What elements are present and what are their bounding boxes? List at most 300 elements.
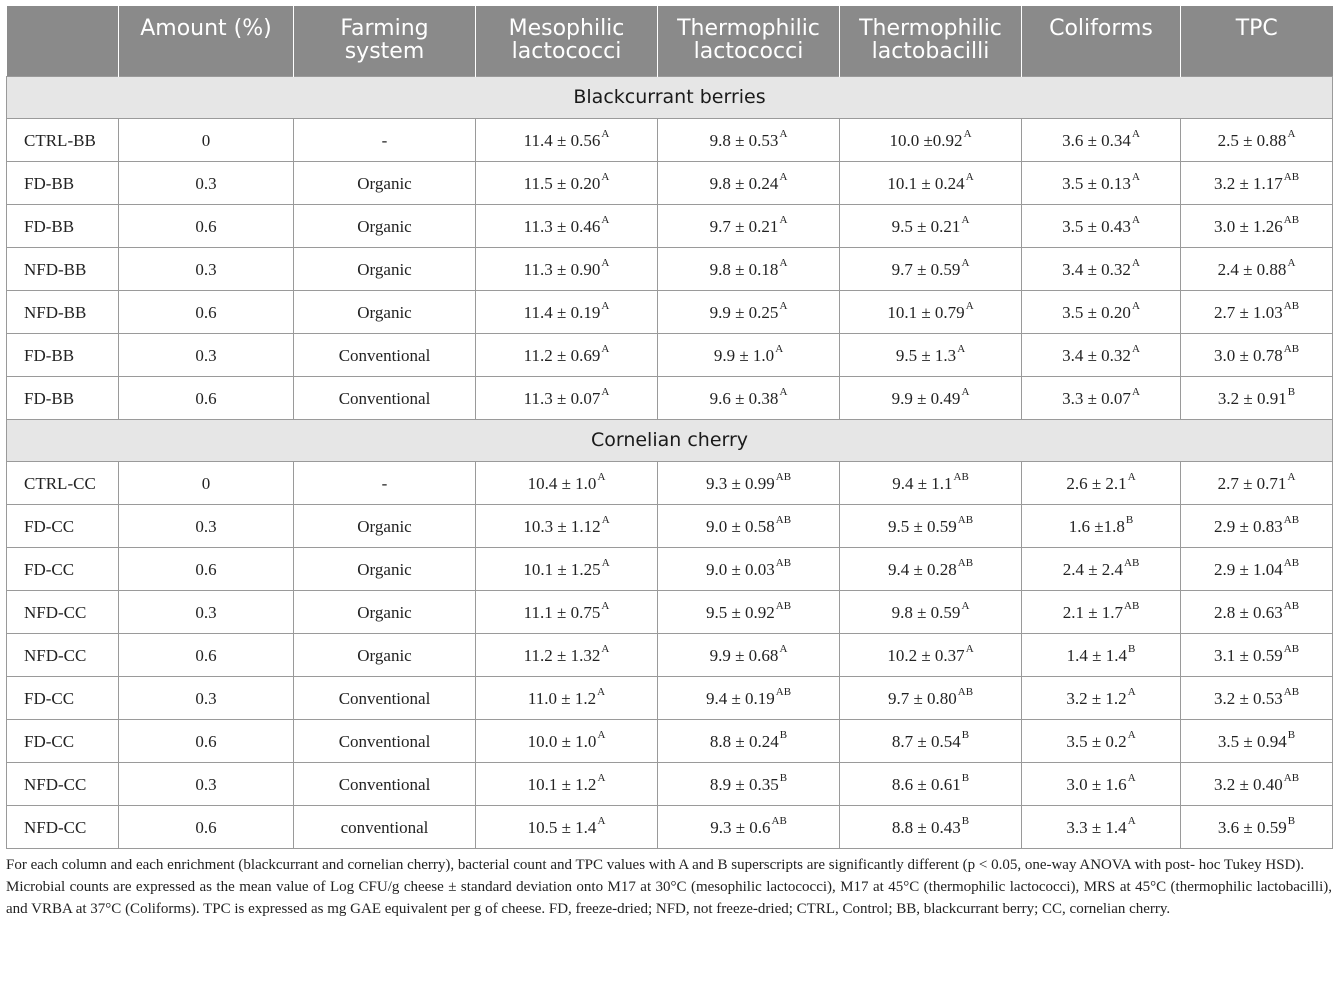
thermophilic-lactobacilli-cell bbox=[840, 290, 1022, 333]
coliforms-cell bbox=[1022, 290, 1181, 333]
significance-superscript: A bbox=[965, 171, 974, 183]
significance-superscript: AB bbox=[1283, 643, 1300, 655]
coliforms-cell bbox=[1022, 161, 1181, 204]
value: 9.3 ± 0.99 bbox=[705, 474, 775, 493]
value: 3.3 ± 1.4 bbox=[1066, 818, 1127, 837]
significance-superscript: A bbox=[1131, 386, 1140, 398]
coliforms-cell bbox=[1022, 204, 1181, 247]
thermophilic-lactobacilli-cell bbox=[840, 333, 1022, 376]
thermophilic-lactococci-cell bbox=[658, 118, 840, 161]
table-row bbox=[7, 461, 1333, 504]
thermophilic-lactococci-cell bbox=[658, 376, 840, 419]
amount-cell: 0.6 bbox=[119, 805, 294, 848]
farming-system-cell: Organic bbox=[294, 204, 476, 247]
mesophilic-lactococci-cell bbox=[476, 590, 658, 633]
value: 3.5 ± 0.43 bbox=[1062, 217, 1131, 236]
mesophilic-lactococci-cell bbox=[476, 333, 658, 376]
significance-superscript: A bbox=[961, 600, 970, 612]
value: 10.1 ± 1.25 bbox=[523, 560, 601, 579]
section-title: Blackcurrant berries bbox=[7, 76, 1333, 118]
value: 9.8 ± 0.53 bbox=[709, 131, 779, 150]
value: 11.3 ± 0.46 bbox=[523, 217, 601, 236]
significance-superscript: A bbox=[1131, 343, 1140, 355]
table-header bbox=[7, 6, 1333, 76]
value: 3.2 ± 0.53 bbox=[1213, 689, 1283, 708]
farming-system-cell: Organic bbox=[294, 290, 476, 333]
amount-cell: 0.3 bbox=[119, 676, 294, 719]
significance-superscript: A bbox=[601, 557, 610, 569]
significance-superscript: A bbox=[597, 772, 606, 784]
significance-superscript: AB bbox=[1124, 600, 1140, 612]
table-row bbox=[7, 204, 1333, 247]
amount-cell: 0.6 bbox=[119, 376, 294, 419]
table-row bbox=[7, 805, 1333, 848]
value: 3.5 ± 0.13 bbox=[1062, 174, 1131, 193]
significance-superscript: AB bbox=[775, 471, 792, 483]
farming-system-cell: Organic bbox=[294, 590, 476, 633]
farming-system-cell: Conventional bbox=[294, 333, 476, 376]
amount-cell: 0.6 bbox=[119, 290, 294, 333]
table-row bbox=[7, 590, 1333, 633]
header-cell-coliforms bbox=[1022, 6, 1181, 76]
thermophilic-lactococci-cell bbox=[658, 204, 840, 247]
thermophilic-lactococci-cell bbox=[658, 547, 840, 590]
coliforms-cell bbox=[1022, 461, 1181, 504]
significance-superscript: A bbox=[597, 815, 606, 827]
sample-cell: NFD-CC bbox=[7, 805, 119, 848]
value: 10.3 ± 1.12 bbox=[523, 517, 601, 536]
value: 9.9 ± 0.49 bbox=[891, 389, 961, 408]
sample-cell: CTRL-BB bbox=[7, 118, 119, 161]
sample-cell: NFD-BB bbox=[7, 290, 119, 333]
significance-superscript: A bbox=[779, 257, 788, 269]
value: 3.5 ± 0.20 bbox=[1062, 303, 1131, 322]
amount-cell: 0.6 bbox=[119, 204, 294, 247]
significance-superscript: A bbox=[779, 386, 788, 398]
value: 9.9 ± 1.0 bbox=[713, 346, 775, 365]
value: 9.7 ± 0.21 bbox=[709, 217, 779, 236]
sample-cell: FD-CC bbox=[7, 719, 119, 762]
value: 11.5 ± 0.20 bbox=[523, 174, 601, 193]
coliforms-cell bbox=[1022, 805, 1181, 848]
header-cell-tpc bbox=[1181, 6, 1333, 76]
mesophilic-lactococci-cell bbox=[476, 290, 658, 333]
significance-superscript: AB bbox=[1283, 514, 1300, 526]
farming-system-cell: Organic bbox=[294, 547, 476, 590]
significance-superscript: A bbox=[601, 514, 610, 526]
tpc-cell bbox=[1181, 590, 1333, 633]
value: 11.0 ± 1.2 bbox=[527, 689, 597, 708]
value: 11.2 ± 0.69 bbox=[523, 346, 601, 365]
data-table bbox=[6, 6, 1333, 849]
sample-cell: NFD-CC bbox=[7, 762, 119, 805]
amount-cell: 0.3 bbox=[119, 333, 294, 376]
thermophilic-lactococci-cell bbox=[658, 333, 840, 376]
significance-superscript: A bbox=[963, 128, 972, 140]
tpc-cell bbox=[1181, 504, 1333, 547]
value: 10.1 ± 0.79 bbox=[887, 303, 965, 322]
value: 2.8 ± 0.63 bbox=[1213, 603, 1283, 622]
value: 8.8 ± 0.24 bbox=[709, 732, 779, 751]
table-row bbox=[7, 161, 1333, 204]
coliforms-cell bbox=[1022, 676, 1181, 719]
coliforms-cell bbox=[1022, 504, 1181, 547]
header-cell-thermophilic-lactococci bbox=[658, 6, 840, 76]
mesophilic-lactococci-cell bbox=[476, 376, 658, 419]
value: 2.5 ± 0.88 bbox=[1217, 131, 1287, 150]
tpc-cell bbox=[1181, 547, 1333, 590]
tpc-cell bbox=[1181, 247, 1333, 290]
header-label: Coliforms bbox=[1049, 16, 1153, 41]
table-footnotes bbox=[6, 849, 1332, 920]
header-label bbox=[11, 6, 115, 17]
coliforms-cell bbox=[1022, 333, 1181, 376]
section-header-row bbox=[7, 76, 1333, 118]
table-container bbox=[6, 6, 1332, 920]
significance-superscript: A bbox=[1131, 171, 1140, 183]
mesophilic-lactococci-cell bbox=[476, 204, 658, 247]
significance-superscript: A bbox=[1127, 815, 1136, 827]
thermophilic-lactobacilli-cell bbox=[840, 590, 1022, 633]
amount-cell: 0.6 bbox=[119, 719, 294, 762]
significance-superscript: B bbox=[1287, 729, 1296, 741]
value: 9.5 ± 0.92 bbox=[705, 603, 775, 622]
value: 11.3 ± 0.07 bbox=[523, 389, 601, 408]
value: 9.5 ± 0.59 bbox=[887, 517, 957, 536]
value: 2.4 ± 0.88 bbox=[1217, 260, 1287, 279]
significance-superscript: A bbox=[1131, 128, 1140, 140]
footnote: Microbial counts are expressed as the mean value of Log CFU/g cheese ± standard deviation onto M17 at 30°C (mesophilic lactococci), M17 at 45°C (thermophilic lactococci), MRS at 45°C (thermophilic lactobacilli), and VRBA at 37°C (Coliforms). TPC is expressed as mg GAE equivalent per g of cheese. FD, freeze-dried; NFD, not freeze-dried; CTRL, Control; BB, blackcurrant berry; CC, cornelian cherry. bbox=[6, 878, 1332, 917]
thermophilic-lactobacilli-cell bbox=[840, 633, 1022, 676]
header-cell-mesophilic-lactococci bbox=[476, 6, 658, 76]
tpc-cell bbox=[1181, 376, 1333, 419]
header-label: Mesophilic lactococci bbox=[508, 16, 625, 64]
value: 10.2 ± 0.37 bbox=[887, 646, 965, 665]
significance-superscript: AB bbox=[1283, 171, 1300, 183]
significance-superscript: A bbox=[597, 729, 606, 741]
mesophilic-lactococci-cell bbox=[476, 504, 658, 547]
table-row bbox=[7, 676, 1333, 719]
significance-superscript: B bbox=[779, 772, 788, 784]
significance-superscript: AB bbox=[957, 557, 974, 569]
significance-superscript: AB bbox=[1283, 343, 1300, 355]
tpc-cell bbox=[1181, 461, 1333, 504]
amount-cell: 0.3 bbox=[119, 247, 294, 290]
thermophilic-lactococci-cell bbox=[658, 805, 840, 848]
table-body bbox=[7, 76, 1333, 848]
thermophilic-lactobacilli-cell bbox=[840, 676, 1022, 719]
value: 3.6 ± 0.34 bbox=[1062, 131, 1131, 150]
coliforms-cell bbox=[1022, 762, 1181, 805]
value: 9.9 ± 0.25 bbox=[709, 303, 779, 322]
amount-cell: 0.6 bbox=[119, 547, 294, 590]
amount-cell: 0 bbox=[119, 461, 294, 504]
significance-superscript: A bbox=[1131, 257, 1140, 269]
value: 3.0 ± 1.26 bbox=[1213, 217, 1283, 236]
significance-superscript: A bbox=[601, 171, 610, 183]
tpc-cell bbox=[1181, 719, 1333, 762]
thermophilic-lactobacilli-cell bbox=[840, 247, 1022, 290]
value: 10.4 ± 1.0 bbox=[527, 474, 597, 493]
mesophilic-lactococci-cell bbox=[476, 676, 658, 719]
value: 2.7 ± 1.03 bbox=[1213, 303, 1283, 322]
thermophilic-lactococci-cell bbox=[658, 504, 840, 547]
header-label: Thermophilic lactobacilli bbox=[859, 16, 1002, 64]
farming-system-cell: Organic bbox=[294, 504, 476, 547]
significance-superscript: A bbox=[961, 257, 970, 269]
table-row bbox=[7, 547, 1333, 590]
significance-superscript: A bbox=[601, 214, 610, 226]
significance-superscript: B bbox=[1287, 386, 1296, 398]
value: 3.0 ± 0.78 bbox=[1213, 346, 1283, 365]
value: 9.5 ± 1.3 bbox=[895, 346, 957, 365]
significance-superscript: A bbox=[961, 214, 970, 226]
tpc-cell bbox=[1181, 805, 1333, 848]
value: 3.2 ± 0.91 bbox=[1217, 389, 1287, 408]
value: 9.9 ± 0.68 bbox=[709, 646, 779, 665]
value: 10.0 ± 1.0 bbox=[527, 732, 597, 751]
significance-superscript: A bbox=[957, 343, 966, 355]
thermophilic-lactococci-cell bbox=[658, 590, 840, 633]
significance-superscript: A bbox=[597, 686, 606, 698]
header-label: TPC bbox=[1235, 16, 1278, 41]
significance-superscript: B bbox=[961, 729, 970, 741]
thermophilic-lactobacilli-cell bbox=[840, 805, 1022, 848]
coliforms-cell bbox=[1022, 118, 1181, 161]
significance-superscript: AB bbox=[953, 471, 969, 483]
significance-superscript: A bbox=[1127, 686, 1136, 698]
thermophilic-lactobacilli-cell bbox=[840, 204, 1022, 247]
mesophilic-lactococci-cell bbox=[476, 805, 658, 848]
significance-superscript: AB bbox=[957, 686, 974, 698]
value: 9.4 ± 0.28 bbox=[887, 560, 957, 579]
value: 9.7 ± 0.80 bbox=[887, 689, 957, 708]
thermophilic-lactococci-cell bbox=[658, 161, 840, 204]
significance-superscript: AB bbox=[1283, 686, 1300, 698]
sample-cell: FD-BB bbox=[7, 161, 119, 204]
thermophilic-lactobacilli-cell bbox=[840, 161, 1022, 204]
significance-superscript: AB bbox=[771, 815, 787, 827]
header-cell-farming-system bbox=[294, 6, 476, 76]
value: 3.5 ± 0.2 bbox=[1066, 732, 1127, 751]
value: 11.1 ± 0.75 bbox=[523, 603, 601, 622]
value: 1.4 ± 1.4 bbox=[1066, 646, 1127, 665]
value: 2.9 ± 1.04 bbox=[1213, 560, 1283, 579]
header-label: Amount (%) bbox=[140, 16, 272, 41]
value: 3.0 ± 1.6 bbox=[1066, 775, 1127, 794]
value: 9.6 ± 0.38 bbox=[709, 389, 779, 408]
farming-system-cell: - bbox=[294, 118, 476, 161]
tpc-cell bbox=[1181, 118, 1333, 161]
farming-system-cell: Conventional bbox=[294, 376, 476, 419]
sample-cell: FD-CC bbox=[7, 547, 119, 590]
value: 11.4 ± 0.56 bbox=[523, 131, 601, 150]
header-label: Farming system bbox=[340, 16, 429, 64]
significance-superscript: AB bbox=[1283, 600, 1300, 612]
mesophilic-lactococci-cell bbox=[476, 247, 658, 290]
significance-superscript: A bbox=[779, 128, 788, 140]
value: 2.6 ± 2.1 bbox=[1066, 474, 1127, 493]
significance-superscript: A bbox=[779, 171, 788, 183]
tpc-cell bbox=[1181, 290, 1333, 333]
sample-cell: FD-BB bbox=[7, 333, 119, 376]
value: 3.4 ± 0.32 bbox=[1062, 346, 1131, 365]
value: 3.3 ± 0.07 bbox=[1062, 389, 1131, 408]
mesophilic-lactococci-cell bbox=[476, 547, 658, 590]
value: 3.5 ± 0.94 bbox=[1217, 732, 1287, 751]
value: 9.8 ± 0.18 bbox=[709, 260, 779, 279]
coliforms-cell bbox=[1022, 547, 1181, 590]
thermophilic-lactobacilli-cell bbox=[840, 719, 1022, 762]
thermophilic-lactobacilli-cell bbox=[840, 376, 1022, 419]
table-row bbox=[7, 376, 1333, 419]
mesophilic-lactococci-cell bbox=[476, 461, 658, 504]
significance-superscript: A bbox=[601, 386, 610, 398]
significance-superscript: A bbox=[965, 300, 974, 312]
value: 2.7 ± 0.71 bbox=[1217, 474, 1287, 493]
significance-superscript: B bbox=[1287, 815, 1296, 827]
value: 3.2 ± 1.17 bbox=[1213, 174, 1283, 193]
value: 8.9 ± 0.35 bbox=[709, 775, 779, 794]
table-row bbox=[7, 719, 1333, 762]
header-cell-amount bbox=[119, 6, 294, 76]
mesophilic-lactococci-cell bbox=[476, 633, 658, 676]
amount-cell: 0.3 bbox=[119, 590, 294, 633]
table-row bbox=[7, 118, 1333, 161]
value: 3.2 ± 1.2 bbox=[1066, 689, 1127, 708]
amount-cell: 0.3 bbox=[119, 504, 294, 547]
header-row bbox=[7, 6, 1333, 76]
value: 9.4 ± 0.19 bbox=[705, 689, 775, 708]
value: 2.9 ± 0.83 bbox=[1213, 517, 1283, 536]
table-row bbox=[7, 290, 1333, 333]
thermophilic-lactococci-cell bbox=[658, 290, 840, 333]
significance-superscript: AB bbox=[1283, 772, 1300, 784]
significance-superscript: B bbox=[1125, 514, 1134, 526]
header-cell-sample bbox=[7, 6, 119, 76]
thermophilic-lactococci-cell bbox=[658, 762, 840, 805]
table-row bbox=[7, 504, 1333, 547]
significance-superscript: A bbox=[779, 214, 788, 226]
mesophilic-lactococci-cell bbox=[476, 118, 658, 161]
tpc-cell bbox=[1181, 333, 1333, 376]
significance-superscript: A bbox=[1127, 772, 1136, 784]
significance-superscript: A bbox=[601, 343, 610, 355]
farming-system-cell: - bbox=[294, 461, 476, 504]
thermophilic-lactobacilli-cell bbox=[840, 461, 1022, 504]
value: 9.0 ± 0.58 bbox=[705, 517, 775, 536]
value: 9.4 ± 1.1 bbox=[892, 474, 953, 493]
significance-superscript: AB bbox=[775, 514, 792, 526]
amount-cell: 0.3 bbox=[119, 161, 294, 204]
significance-superscript: B bbox=[779, 729, 788, 741]
value: 2.4 ± 2.4 bbox=[1062, 560, 1124, 579]
significance-superscript: A bbox=[601, 600, 610, 612]
table-row bbox=[7, 762, 1333, 805]
significance-superscript: B bbox=[961, 772, 970, 784]
section-title: Cornelian cherry bbox=[7, 419, 1333, 461]
tpc-cell bbox=[1181, 676, 1333, 719]
significance-superscript: A bbox=[597, 471, 606, 483]
significance-superscript: A bbox=[965, 643, 974, 655]
significance-superscript: A bbox=[961, 386, 970, 398]
significance-superscript: AB bbox=[1283, 557, 1300, 569]
sample-cell: FD-BB bbox=[7, 204, 119, 247]
tpc-cell bbox=[1181, 204, 1333, 247]
thermophilic-lactococci-cell bbox=[658, 676, 840, 719]
significance-superscript: A bbox=[601, 300, 610, 312]
tpc-cell bbox=[1181, 762, 1333, 805]
value: 8.7 ± 0.54 bbox=[891, 732, 961, 751]
sample-cell: FD-BB bbox=[7, 376, 119, 419]
value: 8.8 ± 0.43 bbox=[891, 818, 961, 837]
sample-cell: NFD-CC bbox=[7, 590, 119, 633]
value: 10.1 ± 0.24 bbox=[887, 174, 965, 193]
value: 3.6 ± 0.59 bbox=[1217, 818, 1287, 837]
significance-superscript: A bbox=[601, 643, 610, 655]
significance-superscript: A bbox=[1127, 471, 1136, 483]
significance-superscript: A bbox=[779, 300, 788, 312]
significance-superscript: B bbox=[1128, 643, 1136, 655]
value: 11.4 ± 0.19 bbox=[523, 303, 601, 322]
value: 9.0 ± 0.03 bbox=[705, 560, 775, 579]
amount-cell: 0.3 bbox=[119, 762, 294, 805]
significance-superscript: A bbox=[775, 343, 784, 355]
farming-system-cell: Organic bbox=[294, 161, 476, 204]
value: 9.8 ± 0.24 bbox=[709, 174, 779, 193]
thermophilic-lactobacilli-cell bbox=[840, 762, 1022, 805]
value: 10.0 ±0.92 bbox=[889, 131, 963, 150]
significance-superscript: A bbox=[601, 128, 610, 140]
farming-system-cell: conventional bbox=[294, 805, 476, 848]
section-header-row bbox=[7, 419, 1333, 461]
table-row bbox=[7, 247, 1333, 290]
sample-cell: FD-CC bbox=[7, 504, 119, 547]
significance-superscript: A bbox=[1287, 471, 1296, 483]
farming-system-cell: Conventional bbox=[294, 762, 476, 805]
coliforms-cell bbox=[1022, 719, 1181, 762]
value: 2.1 ± 1.7 bbox=[1062, 603, 1124, 622]
tpc-cell bbox=[1181, 633, 1333, 676]
significance-superscript: A bbox=[1127, 729, 1136, 741]
sample-cell: FD-CC bbox=[7, 676, 119, 719]
value: 3.1 ± 0.59 bbox=[1213, 646, 1283, 665]
footnote: For each column and each enrichment (blackcurrant and cornelian cherry), bacterial count and TPC values with A and B superscripts are significantly different (p < 0.05, one-way ANOVA with post- hoc Tukey HSD). bbox=[6, 856, 1305, 873]
sample-cell: NFD-CC bbox=[7, 633, 119, 676]
thermophilic-lactobacilli-cell bbox=[840, 504, 1022, 547]
significance-superscript: AB bbox=[775, 686, 792, 698]
mesophilic-lactococci-cell bbox=[476, 762, 658, 805]
significance-superscript: A bbox=[1131, 214, 1140, 226]
value: 9.7 ± 0.59 bbox=[891, 260, 961, 279]
sample-cell: CTRL-CC bbox=[7, 461, 119, 504]
header-label: Thermophilic lactococci bbox=[677, 16, 820, 64]
significance-superscript: AB bbox=[775, 557, 792, 569]
mesophilic-lactococci-cell bbox=[476, 719, 658, 762]
value: 11.3 ± 0.90 bbox=[523, 260, 601, 279]
thermophilic-lactococci-cell bbox=[658, 719, 840, 762]
mesophilic-lactococci-cell bbox=[476, 161, 658, 204]
value: 11.2 ± 1.32 bbox=[523, 646, 601, 665]
value: 9.8 ± 0.59 bbox=[891, 603, 961, 622]
thermophilic-lactococci-cell bbox=[658, 461, 840, 504]
amount-cell: 0 bbox=[119, 118, 294, 161]
farming-system-cell: Conventional bbox=[294, 719, 476, 762]
farming-system-cell: Conventional bbox=[294, 676, 476, 719]
value: 10.1 ± 1.2 bbox=[527, 775, 597, 794]
significance-superscript: A bbox=[779, 643, 788, 655]
value: 8.6 ± 0.61 bbox=[891, 775, 961, 794]
